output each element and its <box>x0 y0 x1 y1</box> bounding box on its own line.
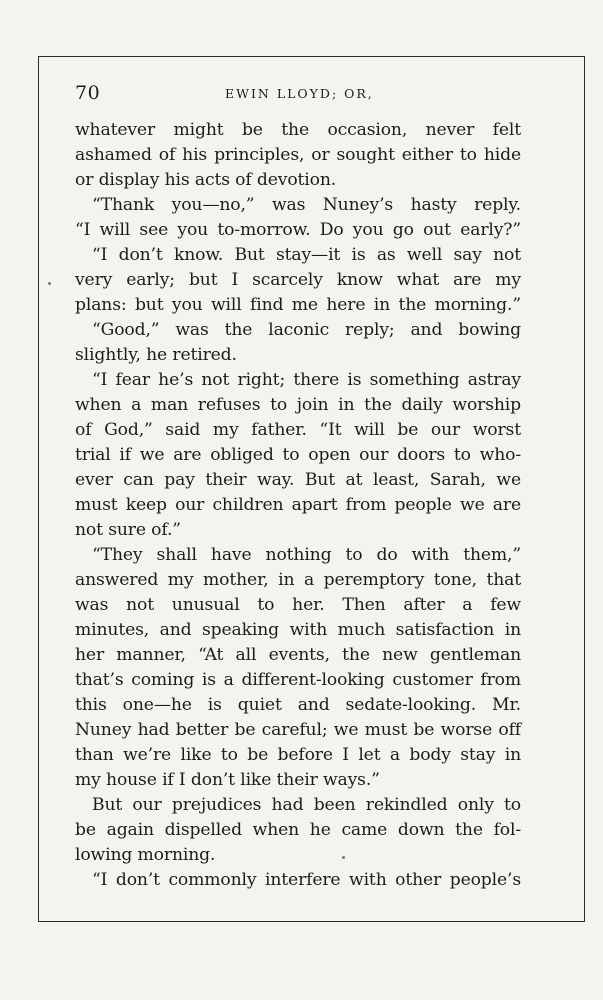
text-line: “I fear he’s not right; there is something astray <box>92 370 521 390</box>
text-line: when a man refuses to join in the daily worship <box>75 395 521 415</box>
text-line: than we’re like to be before I let a body stay in <box>75 745 521 765</box>
text-line: answered my mother, in a peremptory tone, that <box>75 570 521 590</box>
text-line: “I will see you to-morrow. Do you go out early?” <box>75 220 521 240</box>
text-line: must keep our children apart from people we are <box>75 495 521 515</box>
text-line: slightly, he retired. <box>75 345 237 365</box>
text-line: “They shall have nothing to do with them,” <box>92 545 521 565</box>
text-line: of God,” said my father. “It will be our worst <box>75 420 521 440</box>
text-line: minutes, and speaking with much satisfaction in <box>75 620 521 640</box>
paper-speck <box>342 856 345 859</box>
running-title: EWIN LLOYD; OR, <box>225 86 374 101</box>
text-line: that’s coming is a different-looking customer from <box>75 670 521 690</box>
text-line: not sure of.” <box>75 520 181 540</box>
text-line: or display his acts of devotion. <box>75 170 337 190</box>
text-line: “I don’t commonly interfere with other people’s <box>92 870 521 890</box>
text-line: whatever might be the occasion, never felt <box>75 120 521 140</box>
page-number: 70 <box>75 82 101 104</box>
text-line: But our prejudices had been rekindled only to <box>92 795 521 815</box>
text-line: Nuney had better be careful; we must be worse off <box>75 720 521 740</box>
text-line: trial if we are obliged to open our doors to who- <box>75 445 521 465</box>
text-line: was not unusual to her. Then after a few <box>75 595 521 615</box>
text-line: “Thank you—no,” was Nuney’s hasty reply. <box>92 195 521 215</box>
text-line: her manner, “At all events, the new gentleman <box>75 645 521 665</box>
paper-speck <box>48 282 51 285</box>
text-line: this one—he is quiet and sedate-looking. Mr. <box>75 695 521 715</box>
text-line: “I don’t know. But stay—it is as well say not <box>92 245 521 265</box>
text-line: plans: but you will find me here in the morning.” <box>75 295 521 315</box>
text-line: lowing morning. <box>75 845 216 865</box>
text-line: very early; but I scarcely know what are my <box>75 270 521 290</box>
text-line: “Good,” was the laconic reply; and bowing <box>92 320 521 340</box>
text-line: my house if I don’t like their ways.” <box>75 770 380 790</box>
text-line: ever can pay their way. But at least, Sarah, we <box>75 470 521 490</box>
text-line: ashamed of his principles, or sought either to hide <box>75 145 521 165</box>
text-line: be again dispelled when he came down the fol- <box>75 820 521 840</box>
